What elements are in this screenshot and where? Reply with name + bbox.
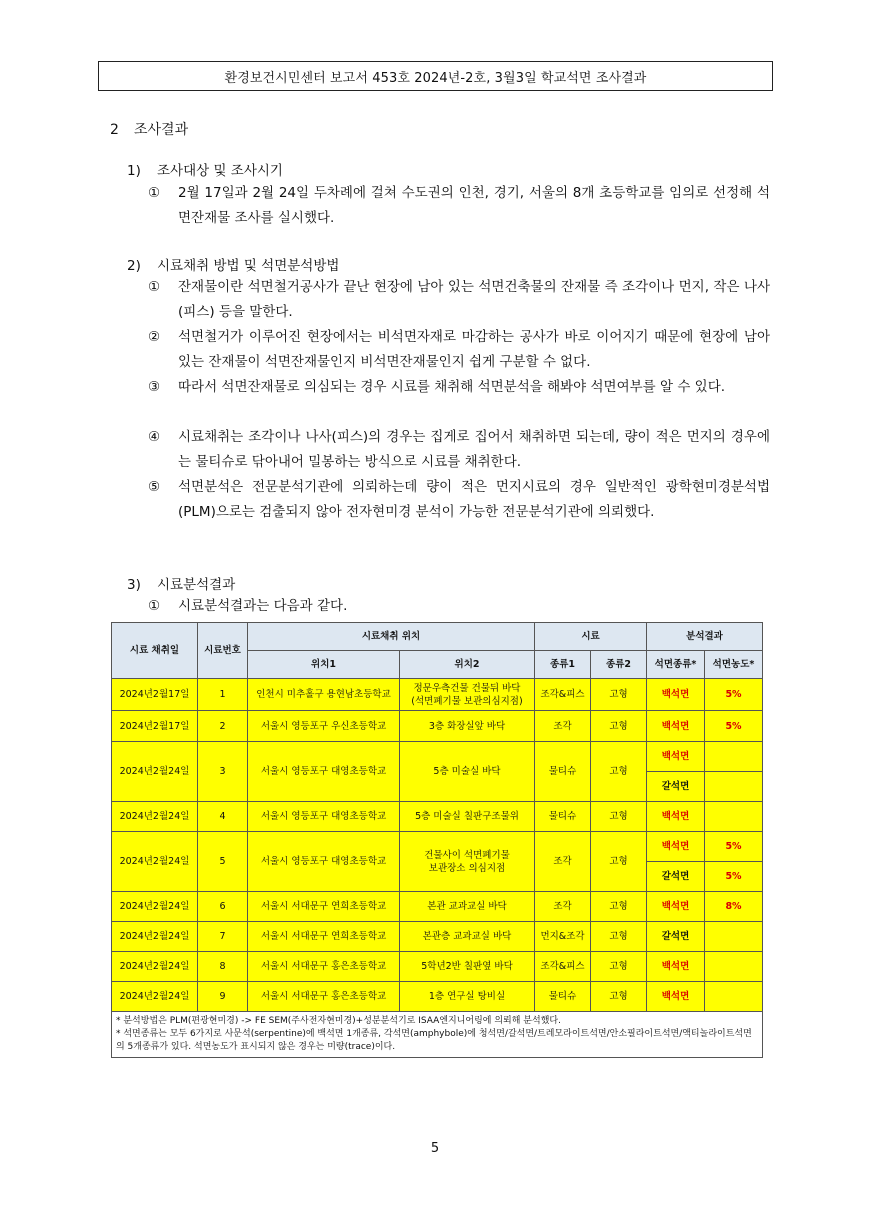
item-text: 석면철거가 이루어진 현장에서는 비석면자재로 마감하는 공사가 바로 이어지기 때문에 현장에 남아 있는 잔재물이 석면잔재물인지 비석면잔재물인지 쉽게 구분할 수 없다.	[178, 329, 770, 370]
cell-sample-no: 7	[198, 922, 248, 952]
cell-asbestos-concentration: 8%	[705, 892, 763, 922]
cell-sample-no: 3	[198, 742, 248, 802]
item-text: 따라서 석면잔재물로 의심되는 경우 시료를 채취해 석면분석을 해봐야 석면여부를 알 수 있다.	[178, 379, 726, 395]
cell-asbestos-type: 백석면	[647, 711, 705, 742]
cell-location-2: 5층 미술실 바닥	[400, 742, 535, 802]
cell-location-2: 5학년2반 칠판옆 바닥	[400, 952, 535, 982]
location-2-line-1: 건물사이 석면폐기물	[424, 849, 510, 861]
cell-type-1: 물티슈	[535, 982, 591, 1012]
cell-asbestos-type: 갈석면	[647, 922, 705, 952]
subsection-3-title: 시료분석결과	[157, 577, 236, 593]
table-row	[112, 832, 763, 862]
subsection-3-item-1	[148, 594, 770, 619]
location-2-line-2: (석면폐기물 보관의심지점)	[411, 695, 523, 707]
subsection-2-item-1	[148, 275, 770, 325]
cell-asbestos-type: 백석면	[647, 802, 705, 832]
header-location: 시료채취 위치	[248, 623, 535, 651]
cell-asbestos-concentration: 5%	[705, 679, 763, 711]
cell-asbestos-concentration: 5%	[705, 862, 763, 892]
cell-type-2: 고형	[591, 802, 647, 832]
cell-type-1: 물티슈	[535, 802, 591, 832]
cell-sample-no: 5	[198, 832, 248, 892]
subsection-1-title: 조사대상 및 조사시기	[157, 163, 283, 179]
cell-sample-no: 6	[198, 892, 248, 922]
cell-location-2: 5층 미술실 칠판구조물위	[400, 802, 535, 832]
report-header-title: 환경보건시민센터 보고서 453호 2024년-2호, 3월3일 학교석면 조사결과	[224, 70, 647, 86]
subsection-2-number: 2)	[127, 258, 141, 274]
cell-date: 2024년2월17일	[112, 711, 198, 742]
item-marker: ②	[148, 329, 161, 345]
subsection-3-heading	[127, 573, 235, 593]
section-heading	[110, 119, 188, 139]
cell-asbestos-type: 갈석면	[647, 772, 705, 802]
cell-type-2: 고형	[591, 892, 647, 922]
header-result: 분석결과	[647, 623, 763, 651]
note-asbestos-types: * 석면종류는 모두 6가지로 사문석(serpentine)에 백석면 1개종류, 각석면(amphybole)에 청석면/갈석면/트레모라이트석면/안소필라이트석면/액티놀라이트석면의 5개종류가 있다. 석면농도가 표시되지 않은 경우는 미량(trace)이다.	[116, 1029, 752, 1052]
cell-asbestos-concentration	[705, 802, 763, 832]
item-text: 석면분석은 전문분석기관에 의뢰하는데 량이 적은 먼지시료의 경우 일반적인 광학현미경분석법(PLM)으로는 검출되지 않아 전자현미경 분석이 가능한 전문분석기관에 의뢰했다.	[178, 479, 770, 520]
cell-date: 2024년2월24일	[112, 982, 198, 1012]
cell-type-1: 조각	[535, 711, 591, 742]
cell-location-2	[400, 832, 535, 892]
cell-asbestos-type: 백석면	[647, 982, 705, 1012]
item-text: 시료분석결과는 다음과 같다.	[178, 598, 348, 614]
cell-date: 2024년2월17일	[112, 679, 198, 711]
subsection-2-heading	[127, 254, 339, 274]
table-row	[112, 982, 763, 1012]
cell-asbestos-concentration	[705, 742, 763, 772]
item-marker: ①	[148, 185, 161, 201]
cell-location-2: 1층 연구실 탕비실	[400, 982, 535, 1012]
cell-location-2: 3층 화장실앞 바닥	[400, 711, 535, 742]
cell-type-2: 고형	[591, 952, 647, 982]
item-text: 잔재물이란 석면철거공사가 끝난 현장에 남아 있는 석면건축물의 잔재물 즉 조각이나 먼지, 작은 나사(피스) 등을 말한다.	[178, 279, 770, 320]
item-marker: ①	[148, 279, 161, 295]
item-marker: ⑤	[148, 479, 161, 495]
subsection-1-item-1	[148, 181, 770, 231]
cell-type-1: 조각&피스	[535, 952, 591, 982]
table-row	[112, 802, 763, 832]
cell-type-1: 먼지&조각	[535, 922, 591, 952]
cell-type-2: 고형	[591, 832, 647, 892]
note-analysis-method: * 분석방법은 PLM(편광현미경) -> FE SEM(주사전자현미경)+성분분석기로 ISAA엔지니어링에 의뢰해 분석했다.	[116, 1016, 561, 1026]
table-row	[112, 742, 763, 772]
cell-asbestos-concentration: 5%	[705, 711, 763, 742]
cell-location-2	[400, 679, 535, 711]
cell-asbestos-concentration	[705, 952, 763, 982]
cell-date: 2024년2월24일	[112, 802, 198, 832]
subsection-2-item-5	[148, 475, 770, 525]
subsection-2-item-3	[148, 375, 770, 400]
cell-type-2: 고형	[591, 922, 647, 952]
table-notes	[112, 1012, 763, 1058]
subsection-3-number: 3)	[127, 577, 141, 593]
cell-type-2: 고형	[591, 711, 647, 742]
table-row	[112, 952, 763, 982]
cell-type-2: 고형	[591, 742, 647, 802]
cell-sample-no: 2	[198, 711, 248, 742]
cell-location-1: 서울시 영등포구 대영초등학교	[248, 802, 400, 832]
cell-asbestos-type: 백석면	[647, 679, 705, 711]
item-text: 시료채취는 조각이나 나사(피스)의 경우는 집게로 집어서 채취하면 되는데, 량이 적은 먼지의 경우에는 물티슈로 닦아내어 밀봉하는 방식으로 시료를 채취한다.	[178, 429, 770, 470]
cell-sample-no: 4	[198, 802, 248, 832]
cell-asbestos-type: 백석면	[647, 952, 705, 982]
section-number: 2	[110, 122, 119, 138]
cell-location-1: 서울시 영등포구 대영초등학교	[248, 832, 400, 892]
table-row	[112, 922, 763, 952]
cell-location-1: 서울시 서대문구 연희초등학교	[248, 892, 400, 922]
subsection-2-title: 시료채취 방법 및 석면분석방법	[157, 258, 340, 274]
cell-type-1: 물티슈	[535, 742, 591, 802]
cell-sample-no: 9	[198, 982, 248, 1012]
subsection-1-heading	[127, 159, 283, 179]
cell-sample-no: 1	[198, 679, 248, 711]
cell-type-2: 고형	[591, 982, 647, 1012]
cell-date: 2024년2월24일	[112, 952, 198, 982]
table-row	[112, 892, 763, 922]
cell-asbestos-concentration: 5%	[705, 832, 763, 862]
cell-type-1: 조각&피스	[535, 679, 591, 711]
table-notes-row	[112, 1012, 763, 1058]
table-row	[112, 679, 763, 711]
subsection-2-item-2	[148, 325, 770, 375]
cell-location-2: 본관층 교과교실 바닥	[400, 922, 535, 952]
cell-date: 2024년2월24일	[112, 892, 198, 922]
header-type-1: 종류1	[535, 651, 591, 679]
section-title: 조사결과	[134, 122, 189, 138]
subsection-2-item-4	[148, 425, 770, 475]
cell-type-1: 조각	[535, 892, 591, 922]
location-2-line-2: 보관장소 의심지점	[428, 862, 506, 874]
header-location-1: 위치1	[248, 651, 400, 679]
cell-asbestos-type: 백석면	[647, 832, 705, 862]
item-marker: ①	[148, 598, 161, 614]
cell-date: 2024년2월24일	[112, 832, 198, 892]
cell-type-2: 고형	[591, 679, 647, 711]
header-date: 시료 채취일	[112, 623, 198, 679]
cell-date: 2024년2월24일	[112, 922, 198, 952]
item-marker: ③	[148, 379, 161, 395]
cell-location-1: 서울시 영등포구 대영초등학교	[248, 742, 400, 802]
header-type-2: 종류2	[591, 651, 647, 679]
cell-asbestos-concentration	[705, 772, 763, 802]
header-sample: 시료	[535, 623, 647, 651]
sample-results-table	[111, 622, 763, 1058]
cell-type-1: 조각	[535, 832, 591, 892]
cell-location-1: 서울시 영등포구 우신초등학교	[248, 711, 400, 742]
item-marker: ④	[148, 429, 161, 445]
cell-location-1: 서울시 서대문구 홍은초등학교	[248, 982, 400, 1012]
cell-asbestos-type: 갈석면	[647, 862, 705, 892]
item-text: 2월 17일과 2월 24일 두차례에 걸쳐 수도권의 인천, 경기, 서울의 8개 초등학교를 임의로 선정해 석면잔재물 조사를 실시했다.	[178, 185, 770, 226]
cell-location-1: 서울시 서대문구 홍은초등학교	[248, 952, 400, 982]
table-row	[112, 711, 763, 742]
cell-sample-no: 8	[198, 952, 248, 982]
cell-asbestos-type: 백석면	[647, 742, 705, 772]
cell-location-1: 서울시 서대문구 연희초등학교	[248, 922, 400, 952]
header-location-2: 위치2	[400, 651, 535, 679]
cell-asbestos-concentration	[705, 922, 763, 952]
cell-location-2: 본관 교과교실 바닥	[400, 892, 535, 922]
page-number: 5	[430, 1141, 440, 1156]
cell-location-1: 인천시 미추홀구 용현남초등학교	[248, 679, 400, 711]
report-header	[98, 61, 773, 91]
cell-date: 2024년2월24일	[112, 742, 198, 802]
location-2-line-1: 정문우측건물 건물뒤 바닥	[413, 682, 521, 694]
header-asbestos-concentration: 석면농도*	[705, 651, 763, 679]
cell-asbestos-type: 백석면	[647, 892, 705, 922]
cell-asbestos-concentration	[705, 982, 763, 1012]
header-sample-no: 시료번호	[198, 623, 248, 679]
header-asbestos-type: 석면종류*	[647, 651, 705, 679]
subsection-1-number: 1)	[127, 163, 141, 179]
